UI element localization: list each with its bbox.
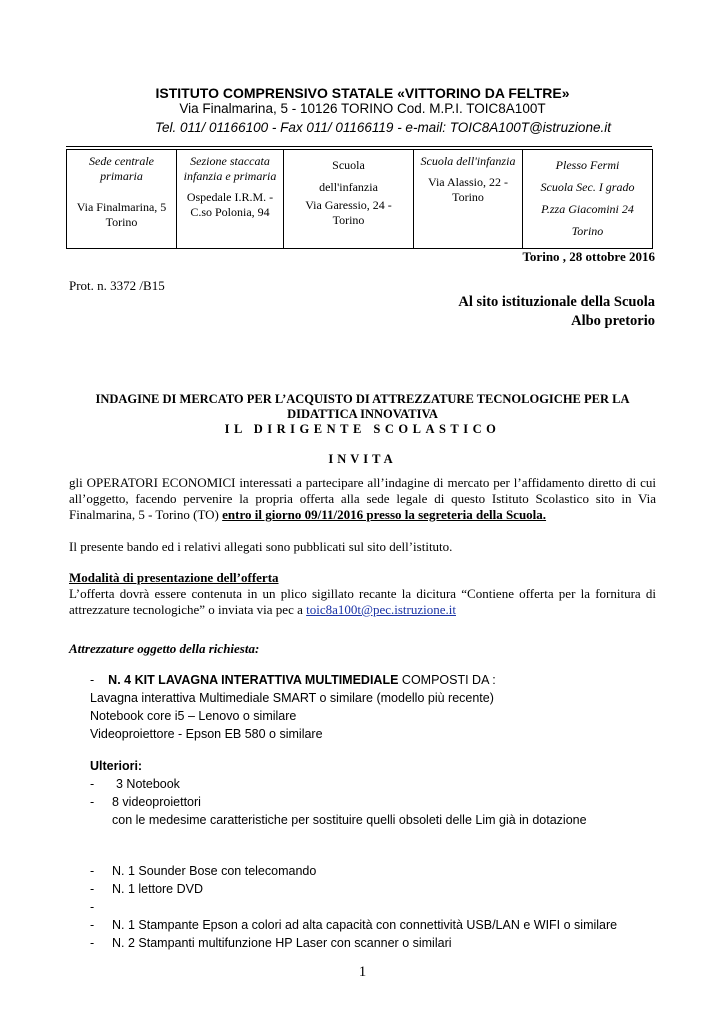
school-contacts: Tel. 011/ 01166100 - Fax 011/ 01166119 - e-mail: TOIC8A100T@istruzione.it xyxy=(155,120,611,135)
list-item: - N. 2 Stampanti multifunzione HP Laser con scanner o similari xyxy=(90,936,452,950)
site-line: Scuola Sec. I grado xyxy=(540,180,635,194)
list-item: - N. 1 Sounder Bose con telecomando xyxy=(90,864,317,878)
pec-link[interactable]: toic8a100t@pec.istruzione.it xyxy=(306,602,456,617)
invitation-text: gli OPERATORI ECONOMICI interessati a partecipare all’indagine di mercato per l’affidamento diretto di cui all’oggetto, facendo pervenire la propria offerta alla sede legale di questo Istituto Scolastico sito in Via Finalmarina, 5 - Torino (TO) xyxy=(69,475,656,522)
header-divider xyxy=(66,146,652,147)
site-name: Sezione staccata infanzia e primaria xyxy=(183,154,277,183)
ulteriori-title: Ulteriori: xyxy=(90,759,143,773)
site-line: Torino xyxy=(571,224,604,238)
subject-line: INDAGINE DI MERCATO PER L’ACQUISTO DI ATTREZZATURE TECNOLOGICHE PER LA xyxy=(95,392,630,406)
modalita-section xyxy=(69,570,656,618)
list-item: - N. 1 Stampante Epson a colori ad alta capacità con connettività USB/LAN e WIFI o similare xyxy=(90,918,618,932)
kit-item: Videoproiettore - Epson EB 580 o similare xyxy=(90,727,323,741)
site-line: Plesso Fermi xyxy=(555,158,620,172)
site-line: P.zza Giacomini 24 xyxy=(541,202,634,216)
list-item-text: 3 Notebook xyxy=(116,777,180,791)
invita-heading: INVITA xyxy=(328,452,397,466)
kit-title: N. 4 KIT LAVAGNA INTERATTIVA MULTIMEDIALE xyxy=(108,673,399,687)
site-cell xyxy=(177,150,284,249)
list-item: - xyxy=(90,900,95,914)
list-item-text: N. 1 lettore DVD xyxy=(112,882,204,896)
protocol-number: Prot. n. 3372 /B15 xyxy=(69,278,165,293)
modalita-title: Modalità di presentazione dell’offerta xyxy=(69,570,279,585)
site-address: Via Garessio, 24 - Torino xyxy=(305,198,392,227)
site-address: Via Finalmarina, 5 Torino xyxy=(76,200,167,229)
kit-section xyxy=(90,671,650,743)
school-address: Via Finalmarina, 5 - 10126 TORINO Cod. M.P.I. TOIC8A100T xyxy=(179,101,546,116)
list-item: - N. 1 lettore DVD xyxy=(90,882,204,896)
other-items-list xyxy=(90,862,670,952)
list-dash: - xyxy=(90,673,95,687)
site-cell xyxy=(523,150,653,249)
list-item-text: N. 2 Stampanti multifunzione HP Laser con scanner o similari xyxy=(112,936,452,950)
site-cell xyxy=(67,150,177,249)
attrezzature-title: Attrezzature oggetto della richiesta: xyxy=(69,641,260,656)
site-name: Sede centrale primaria xyxy=(89,154,154,183)
site-name-2: dell'infanzia xyxy=(319,180,378,194)
school-name: ISTITUTO COMPRENSIVO STATALE «VITTORINO DA FELTRE» xyxy=(155,85,570,101)
recipient-line: Albo pretorio xyxy=(571,313,655,329)
kit-heading xyxy=(90,671,650,689)
list-item-text: 8 videoproiettori xyxy=(112,795,201,809)
site-cell xyxy=(414,150,523,249)
kit-rest: COMPOSTI DA : xyxy=(398,673,496,687)
modalita-text: L’offerta dovrà essere contenuta in un plico sigillato recante la dicitura “Contiene offerta per la fornitura di attrezzature tecnologiche” o inviata via pec a xyxy=(69,586,656,617)
invitation-paragraph xyxy=(69,475,656,523)
site-address: Ospedale I.R.M. - C.so Polonia, 94 xyxy=(186,190,274,219)
ulteriori-section xyxy=(90,757,650,829)
ulteriori-note: con le medesime caratteristiche per sostituire quelli obsoleti delle Lim già in dotazione xyxy=(112,813,587,827)
school-sites-table xyxy=(66,149,653,249)
subject xyxy=(69,392,656,422)
list-item: - 8 videoproiettori xyxy=(90,795,201,809)
kit-item: Notebook core i5 – Lenovo o similare xyxy=(90,709,297,723)
subject-line: DIDATTICA INNOVATIVA xyxy=(287,407,438,421)
site-name: Scuola dell'infanzia xyxy=(420,154,516,168)
site-address: Via Alassio, 22 - Torino xyxy=(428,175,508,204)
dirigente-heading: IL DIRIGENTE SCOLASTICO xyxy=(224,422,501,436)
page-number: 1 xyxy=(358,964,367,980)
list-item: - 3 Notebook xyxy=(90,777,180,791)
document-date: Torino , 28 ottobre 2016 xyxy=(522,249,655,264)
list-item-text: N. 1 Sounder Bose con telecomando xyxy=(112,864,317,878)
deadline-text: entro il giorno 09/11/2016 presso la segreteria della Scuola. xyxy=(222,507,547,522)
kit-item: Lavagna interattiva Multimediale SMART o similare (modello più recente) xyxy=(90,691,494,705)
site-name: Scuola xyxy=(332,158,365,172)
publication-note: Il presente bando ed i relativi allegati sono pubblicati sul sito dell’istituto. xyxy=(69,539,453,554)
site-cell xyxy=(284,150,414,249)
recipient-line: Al sito istituzionale della Scuola xyxy=(458,294,655,310)
list-item-text: N. 1 Stampante Epson a colori ad alta capacità con connettività USB/LAN e WIFI o similare xyxy=(112,918,618,932)
